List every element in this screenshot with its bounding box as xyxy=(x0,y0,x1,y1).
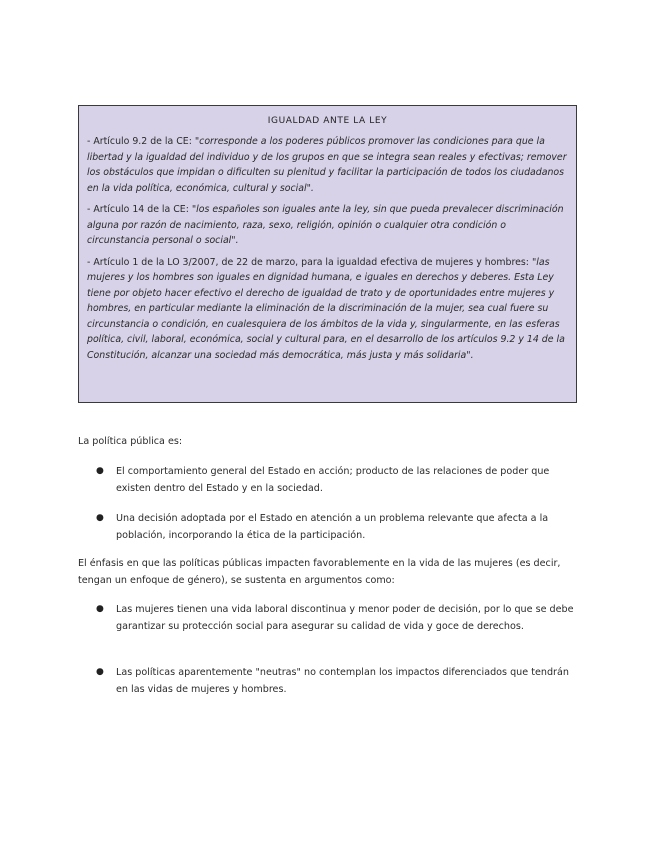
article-9-2-quote: "corresponde a los poderes públicos promover las condiciones para que la libertad y la igualdad del individuo y de los grupos en que se integra sean reales y efectivas; remover los obstáculos que impidan o dificulten su plenitud y facilitar la participación de todos los ciudadanos en la vida política, económica, cultural y social". xyxy=(87,136,567,194)
article-14-paragraph xyxy=(87,202,568,249)
list-item xyxy=(78,601,574,635)
list-item-text: El comportamiento general del Estado en acción; producto de las relaciones de poder que existen dentro del Estado y en la sociedad. xyxy=(116,466,550,494)
equality-law-box xyxy=(78,105,577,403)
lo-3-2007-paragraph xyxy=(87,255,568,364)
box-title: IGUALDAD ANTE LA LEY xyxy=(267,116,388,126)
lo-3-2007-quote: "las mujeres y los hombres son iguales en dignidad humana, e iguales en derechos y deberes. Esta Ley tiene por objeto hacer efectivo el derecho de igualdad de trato y de oportunidades entre mujeres y hombres, en particular mediante la eliminación de la discriminación de la mujer, sea cual fuere su circunstancia o condición, en cualesquiera de los ámbitos de la vida y, singularmente, en las esferas política, civil, laboral, económica, social y cultural para, en el desarrollo de los artículos 9.2 y 14 de la Constitución, alcanzar una sociedad más democrática, más justa y más solidaria". xyxy=(87,256,565,361)
article-9-2-prefix: - Artículo 9.2 de la CE: xyxy=(87,136,195,147)
emphasis-paragraph: El énfasis en que las políticas públicas impacten favorablemente en la vida de las mujeres (es decir, tengan un enfoque de género), se sustenta en argumentos como: xyxy=(78,558,561,586)
list-item xyxy=(78,510,574,544)
bullet-icon: ● xyxy=(96,604,104,614)
article-9-2-paragraph xyxy=(87,134,568,196)
intro-text: La política pública es: xyxy=(78,436,183,447)
list-item xyxy=(78,463,574,497)
list-item-text: Una decisión adoptada por el Estado en atención a un problema relevante que afecta a la población, incorporando la ética de la participación. xyxy=(116,513,549,541)
bullet-icon: ● xyxy=(96,466,104,476)
lo-3-2007-prefix: - Artículo 1 de la LO 3/2007, de 22 de marzo, para la igualdad efectiva de mujeres y hombres: xyxy=(87,256,532,268)
list-item xyxy=(78,664,574,698)
bullet-icon: ● xyxy=(96,513,104,523)
article-14-prefix: - Artículo 14 de la CE: xyxy=(87,204,192,215)
bullet-icon: ● xyxy=(96,667,104,677)
list-item-text: Las políticas aparentemente "neutras" no contemplan los impactos diferenciados que tendrán en las vidas de mujeres y hombres. xyxy=(116,667,569,695)
article-14-quote: "los españoles son iguales ante la ley, sin que pueda prevalecer discriminación alguna por razón de nacimiento, raza, sexo, religión, opinión o cualquier otra condición o circunstancia personal o social". xyxy=(87,204,564,246)
list-item-text: Las mujeres tienen una vida laboral discontinua y menor poder de decisión, por lo que se debe garantizar su protección social para asegurar su calidad de vida y goce de derechos. xyxy=(116,604,574,632)
